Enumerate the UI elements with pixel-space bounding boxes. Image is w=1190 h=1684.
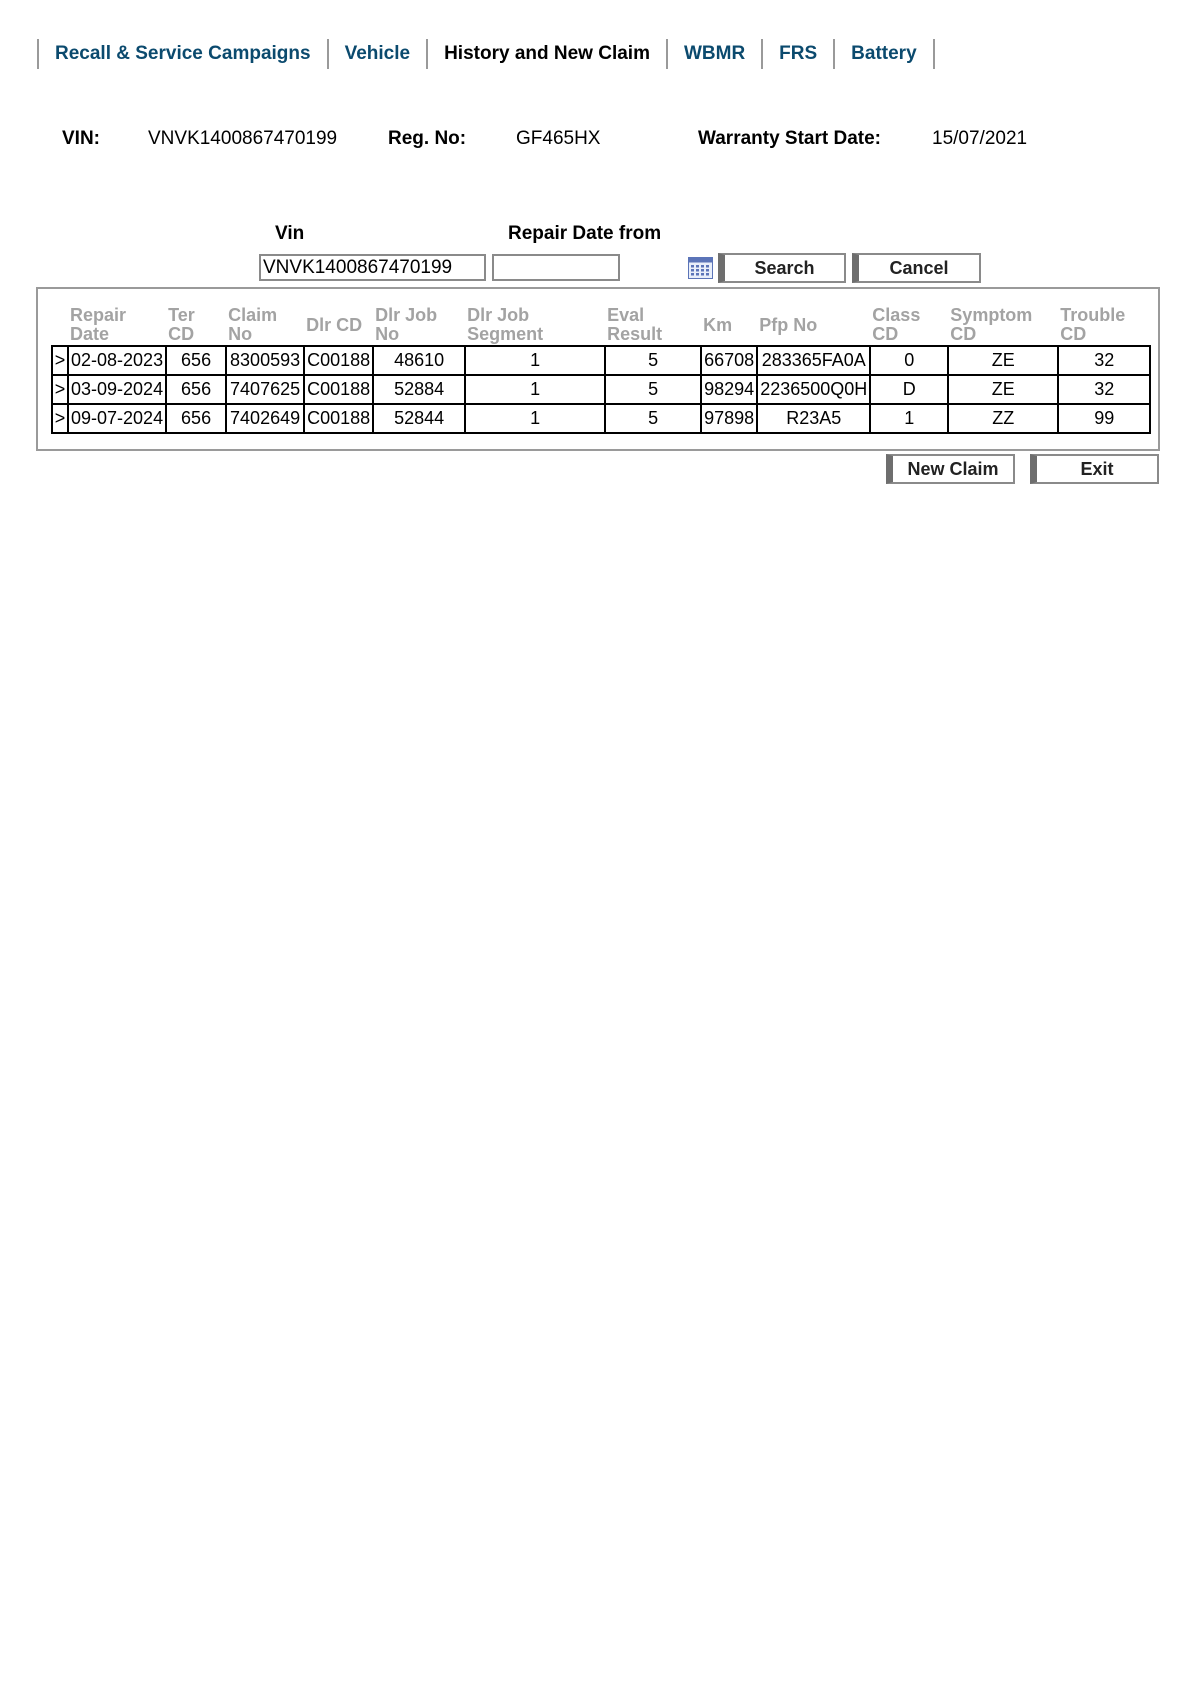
vin-value: VNVK1400867470199: [148, 128, 338, 149]
nav-battery[interactable]: Battery: [835, 39, 934, 69]
table-row[interactable]: [52, 346, 1150, 375]
row-select-icon[interactable]: >: [52, 375, 68, 404]
header-dlr-job-segment: Dlr Job Segment: [467, 305, 544, 344]
cell-ter-cd: 656: [166, 375, 226, 404]
reg-no-value: GF465HX: [516, 128, 601, 149]
cell-class-cd: 1: [870, 404, 948, 433]
header-claim-no: Claim No: [228, 305, 278, 344]
warranty-start-value: 15/07/2021: [932, 128, 1028, 149]
cell-claim-no: 7402649: [226, 404, 304, 433]
nav-wbmr[interactable]: WBMR: [668, 39, 763, 69]
header-dlr-cd: Dlr CD: [306, 314, 363, 335]
cell-pfp-no: R23A5: [757, 404, 870, 433]
cell-class-cd: 0: [870, 346, 948, 375]
cell-eval-result: 5: [605, 375, 701, 404]
header-ter-cd: Ter CD: [168, 305, 195, 344]
table-header-row: [52, 305, 1150, 346]
warranty-start-label: Warranty Start Date:: [698, 128, 882, 149]
header-km: Km: [703, 314, 733, 335]
cell-claim-no: 8300593: [226, 346, 304, 375]
cell-symptom-cd: ZE: [948, 346, 1058, 375]
row-select-icon[interactable]: >: [52, 346, 68, 375]
nav-vehicle[interactable]: Vehicle: [329, 39, 429, 69]
search-button[interactable]: Search: [718, 253, 846, 283]
row-select-icon[interactable]: >: [52, 404, 68, 433]
table-row[interactable]: [52, 404, 1150, 433]
claim-history-table: [51, 305, 1151, 434]
repair-date-from-label: Repair Date from: [508, 223, 662, 244]
cell-symptom-cd: ZE: [948, 375, 1058, 404]
header-eval-result: Eval Result: [607, 305, 663, 344]
cell-dlr-cd: C00188: [304, 375, 373, 404]
cell-km: 66708: [701, 346, 757, 375]
cell-dlr-job-segment: 1: [465, 375, 605, 404]
cell-dlr-job-segment: 1: [465, 346, 605, 375]
cell-dlr-cd: C00188: [304, 404, 373, 433]
cell-eval-result: 5: [605, 404, 701, 433]
cell-trouble-cd: 32: [1058, 375, 1150, 404]
calendar-icon[interactable]: [688, 257, 713, 279]
reg-no-label: Reg. No:: [388, 128, 467, 149]
new-claim-button[interactable]: New Claim: [886, 454, 1015, 484]
table-row[interactable]: [52, 375, 1150, 404]
cell-dlr-job-no: 52844: [373, 404, 465, 433]
header-symptom-cd: Symptom CD: [950, 305, 1033, 344]
top-nav: [37, 39, 935, 69]
exit-button[interactable]: Exit: [1030, 454, 1159, 484]
cell-dlr-cd: C00188: [304, 346, 373, 375]
cell-trouble-cd: 99: [1058, 404, 1150, 433]
search-vin-label: Vin: [275, 223, 305, 244]
cell-trouble-cd: 32: [1058, 346, 1150, 375]
cell-dlr-job-no: 52884: [373, 375, 465, 404]
cancel-button[interactable]: Cancel: [852, 253, 981, 283]
cell-claim-no: 7407625: [226, 375, 304, 404]
header-trouble-cd: Trouble CD: [1060, 305, 1126, 344]
header-select: [52, 305, 68, 346]
vin-input[interactable]: [259, 254, 486, 281]
cell-class-cd: D: [870, 375, 948, 404]
nav-recall-service-campaigns[interactable]: Recall & Service Campaigns: [39, 39, 329, 69]
cell-repair-date: 03-09-2024: [68, 375, 166, 404]
cell-ter-cd: 656: [166, 404, 226, 433]
cell-pfp-no: 283365FA0A: [757, 346, 870, 375]
claim-history-panel: [36, 287, 1160, 451]
nav-history-new-claim[interactable]: History and New Claim: [428, 39, 668, 69]
cell-pfp-no: 2236500Q0H: [757, 375, 870, 404]
cell-eval-result: 5: [605, 346, 701, 375]
cell-km: 97898: [701, 404, 757, 433]
cell-km: 98294: [701, 375, 757, 404]
cell-symptom-cd: ZZ: [948, 404, 1058, 433]
cell-repair-date: 09-07-2024: [68, 404, 166, 433]
cell-repair-date: 02-08-2023: [68, 346, 166, 375]
header-pfp-no: Pfp No: [759, 314, 818, 335]
cell-ter-cd: 656: [166, 346, 226, 375]
nav-frs[interactable]: FRS: [763, 39, 835, 69]
vin-label: VIN:: [62, 128, 100, 149]
cell-dlr-job-segment: 1: [465, 404, 605, 433]
header-dlr-job-no: Dlr Job No: [375, 305, 438, 344]
cell-dlr-job-no: 48610: [373, 346, 465, 375]
repair-date-input[interactable]: [492, 254, 620, 281]
header-repair-date: Repair Date: [70, 305, 127, 344]
header-class-cd: Class CD: [872, 305, 921, 344]
